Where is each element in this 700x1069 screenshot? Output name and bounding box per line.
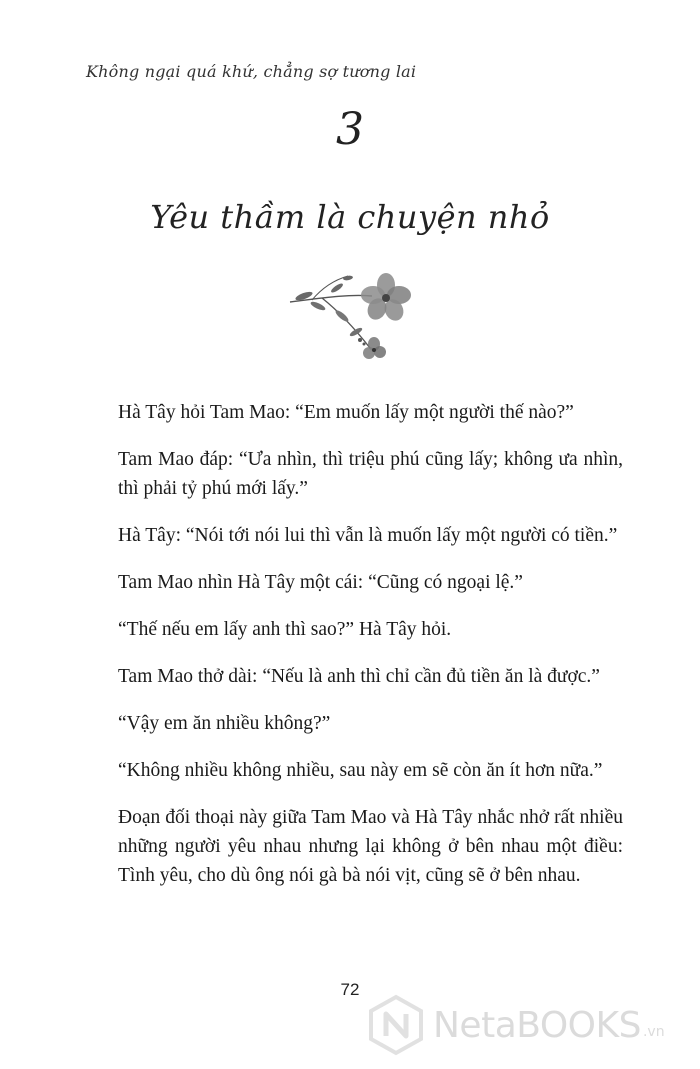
paragraph: Hà Tây: “Nói tới nói lui thì vẫn là muốn lấy một người có tiền.” [118,525,618,546]
paragraph: Tam Mao đáp: “Ưa nhìn, thì triệu phú cũng lấy; không ưa nhìn, thì phải tỷ phú mới lấy.” [118,449,623,499]
body-text [118,398,623,908]
paragraph: “Thế nếu em lấy anh thì sao?” Hà Tây hỏi. [118,619,452,640]
watermark [365,990,695,1060]
netabooks-logo-icon [365,994,427,1056]
paragraph: Tam Mao thở dài: “Nếu là anh thì chỉ cần đủ tiền ăn là được.” [118,666,600,687]
page-number: 72 [340,980,360,999]
flower-sprig-icon [282,270,422,370]
running-title: Không ngại quá khứ, chẳng sợ tương lai [86,62,417,81]
paragraph: “Không nhiều không nhiều, sau này em sẽ còn ăn ít hơn nữa.” [118,760,603,781]
paragraph: Tam Mao nhìn Hà Tây một cái: “Cũng có ngoại lệ.” [118,572,523,593]
watermark-suffix: .vn [642,1024,665,1040]
watermark-brand: NetaBOOKS [433,1004,641,1046]
paragraph: Đoạn đối thoại này giữa Tam Mao và Hà Tây nhắc nhở rất nhiều những người yêu nhau nhưng lại không ở bên nhau một điều: Tình yêu, cho dù ông nói gà bà nói vịt, cũng sẽ ở bên nhau. [118,807,623,886]
chapter-number: 3 [336,104,364,155]
paragraph: “Vậy em ăn nhiều không?” [118,713,331,734]
paragraph: Hà Tây hỏi Tam Mao: “Em muốn lấy một người thế nào?” [118,402,574,423]
chapter-title: Yêu thầm là chuyện nhỏ [150,198,550,236]
